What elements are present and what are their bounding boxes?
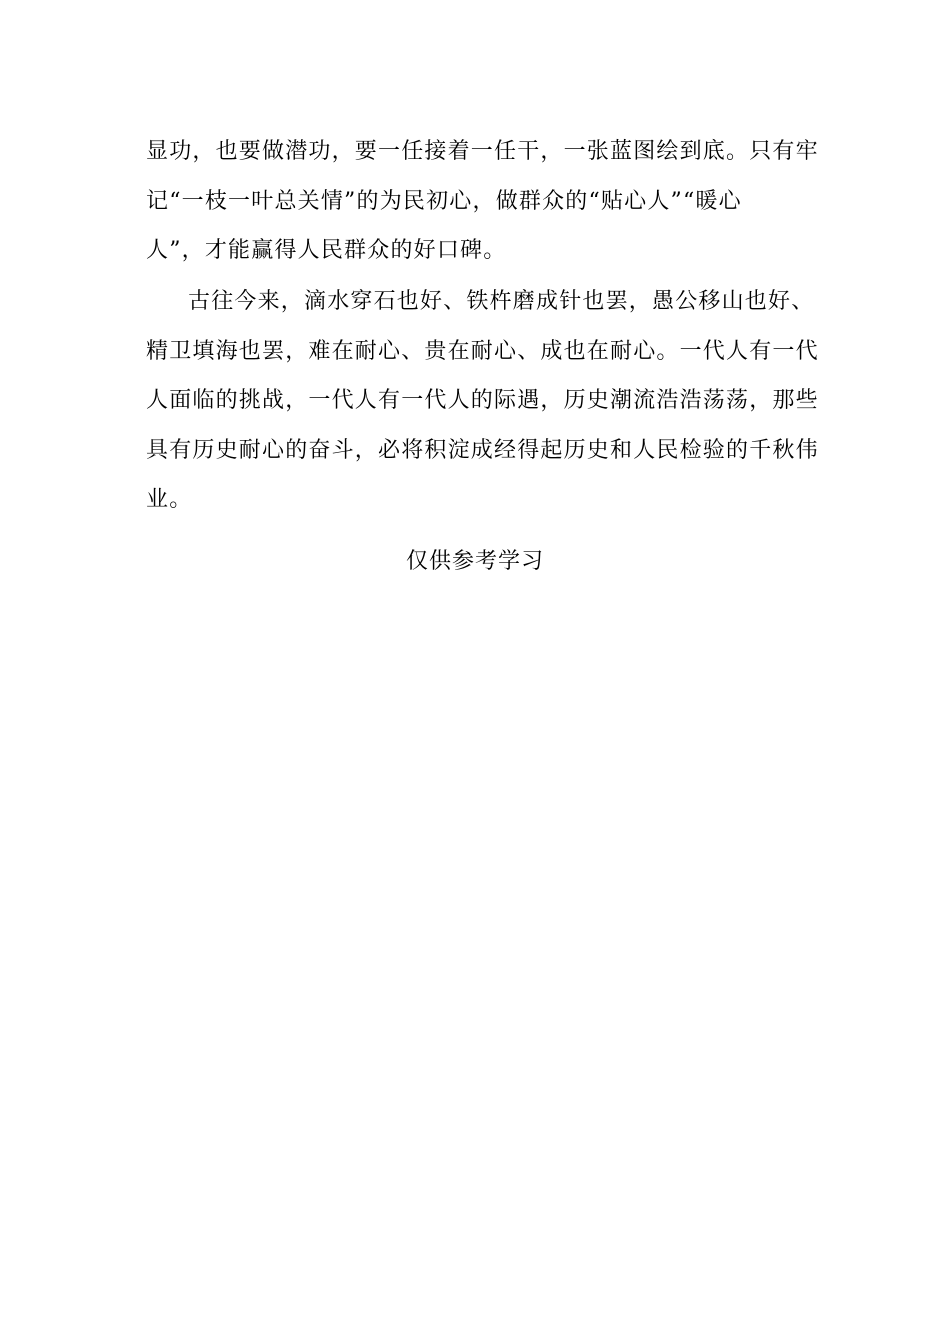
footer-note: 仅供参考学习 bbox=[405, 549, 544, 574]
paragraph1-line-2: 记“一枝一叶总关情”的为民初心，做群众的“贴心人”“暖心 bbox=[146, 189, 742, 214]
paragraph2-line-2: 精卫填海也罢，难在耐心、贵在耐心、成也在耐心。一代人有一代 bbox=[146, 339, 819, 364]
paragraph2-line-1: 古往今来，滴水穿石也好、铁杵磨成针也罢，愚公移山也好、 bbox=[188, 289, 815, 314]
paragraph2-line-3: 人面临的挑战，一代人有一代人的际遇，历史潮流浩浩荡荡，那些 bbox=[146, 388, 819, 413]
paragraph2-line-4: 具有历史耐心的奋斗，必将积淀成经得起历史和人民检验的千秋伟 bbox=[146, 438, 819, 463]
paragraph2-line-5: 业。 bbox=[146, 487, 193, 512]
paragraph1-line-3: 人”，才能赢得人民群众的好口碑。 bbox=[146, 238, 507, 263]
paragraph1-line-1: 显功，也要做潜功，要一任接着一任干，一张蓝图绘到底。只有牢 bbox=[146, 139, 819, 164]
